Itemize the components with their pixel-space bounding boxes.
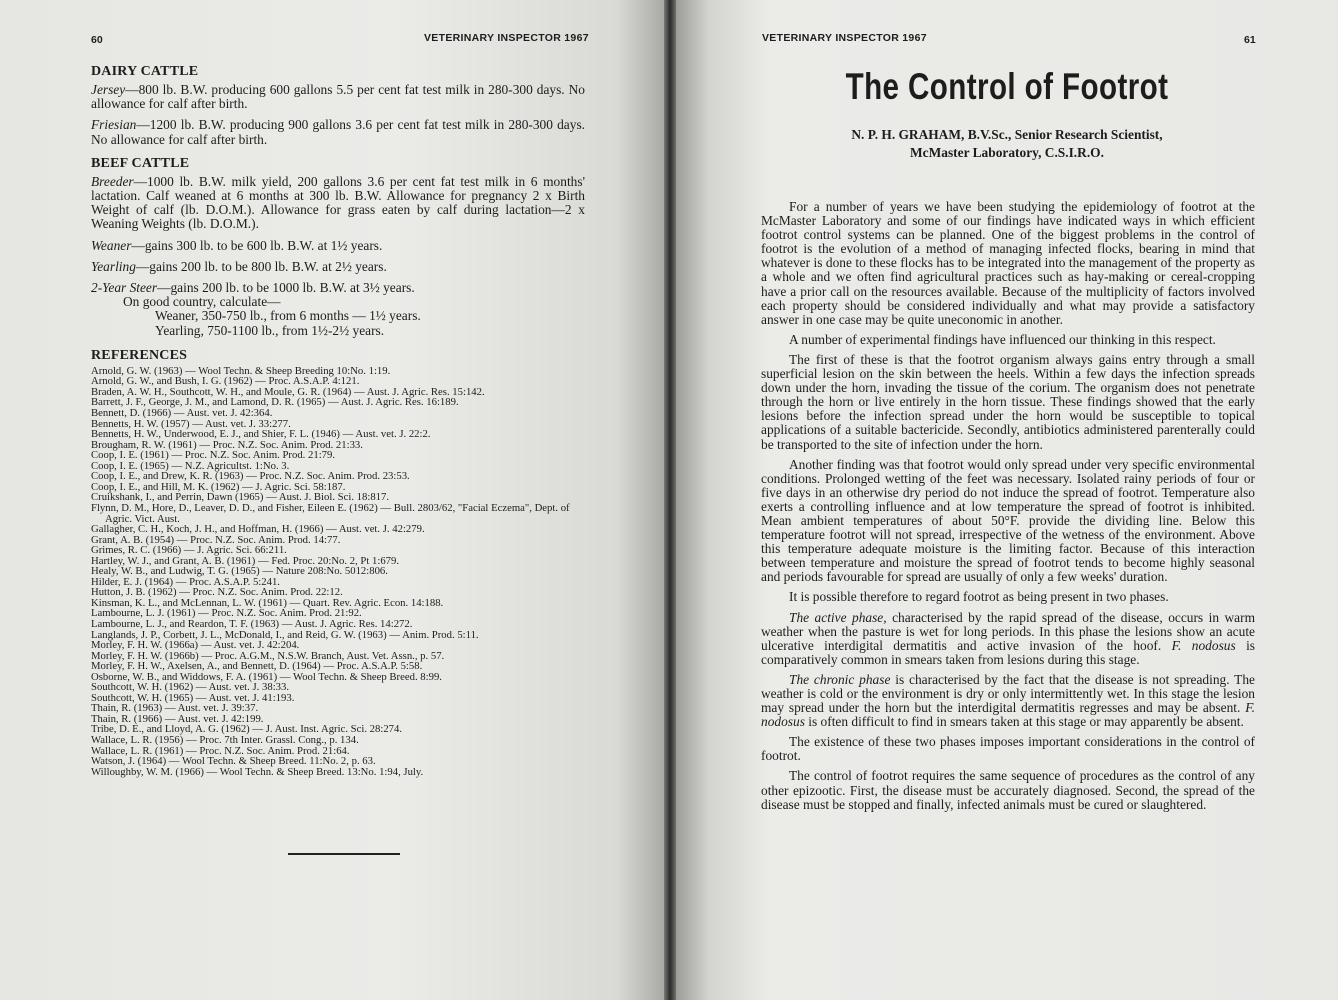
breeder-term: Breeder	[91, 173, 134, 189]
dairy-cattle-heading: DAIRY CATTLE	[91, 64, 199, 79]
reference-item: Hartley, W. J., and Grant, A. B. (1961) — Fed. Proc. 20:No. 2, Pt 1:679.	[91, 554, 400, 567]
steer-text: —gains 200 lb. to be 1000 lb. B.W. at 3½ years.	[157, 280, 415, 296]
paragraph-chronic-phase	[761, 673, 1255, 729]
steer-term: 2-Year Steer	[91, 280, 158, 296]
friesian-text: —1200 lb. B.W. producing 900 gallons 3.6 per cent fat test milk in 280-300 days. No allowance for calf after birth.	[91, 117, 585, 147]
paragraph-4: Another finding was that footrot would only spread under very specific environmental conditions. Prolonged wetting of the feet was necessary. Isolated rainy periods of four or five days in an otherwise dry period do not induce the spread of footrot. Temperature also exerts a controlling influence and at low temperature the spread of footrot is inhibited. Mean ambient temperatures of about 50°F. provide the dividing line. Below this temperature footrot will not spread, irrespective of the wetness of the environment. Above this temperature adequate moisture is the limiting factor. Because of this interaction between temperature and moisture the spread of footrot tends to become highly seasonal and periods favourable for spread are usually of only a few weeks' duration.	[761, 456, 1255, 585]
beef-cattle-heading: BEEF CATTLE	[91, 155, 190, 171]
reference-item: Coop, I. E. (1965) — N.Z. Agricultst. 1:No. 3.	[91, 459, 290, 472]
reference-item: Wallace, L. R. (1961) — Proc. N.Z. Soc. Anim. Prod. 21:64.	[91, 744, 350, 757]
reference-item: Southcott, W. H. (1962) — Aust. vet. J. 38:33.	[91, 681, 290, 694]
end-rule	[288, 853, 400, 855]
book-gutter	[664, 0, 676, 1000]
reference-item: Coop, I. E., and Hill, M. K. (1962) — J. Agric. Sci. 58:187.	[91, 480, 346, 493]
paragraph-5: It is possible therefore to regard footrot as being present in two phases.	[789, 589, 1169, 605]
reference-item: Bennetts, H. W., Underwood, E. J., and Shier, F. L. (1946) — Aust. vet. J. 22:2.	[91, 428, 431, 441]
reference-item: Bennetts, H. W. (1957) — Aust. vet. J. 33:277.	[91, 417, 291, 430]
reference-item: Braden, A. W. H., Southcott, W. H., and Moule, G. R. (1964) — Aust. J. Agric. Res. 15:142.	[91, 385, 485, 398]
right-running-head: VETERINARY INSPECTOR 1967	[762, 32, 927, 44]
reference-item: Kinsman, K. L., and McLennan, L. W. (1961) — Quart. Rev. Agric. Econ. 14:188.	[91, 596, 444, 609]
reference-item: Thain, R. (1963) — Aust. vet. J. 39:37.	[91, 702, 259, 715]
weaner-paragraph	[91, 239, 585, 253]
friesian-paragraph	[91, 118, 585, 146]
reference-item: Hilder, E. J. (1964) — Proc. A.S.A.P. 5:241.	[91, 575, 280, 588]
yearling-text: —gains 200 lb. to be 800 lb. B.W. at 2½ years.	[135, 258, 387, 274]
chronic-phase-tail: is often difficult to find in smears taken at this stage or may apparently be absent.	[804, 714, 1244, 730]
active-phase-term: The active phase,	[789, 609, 887, 625]
reference-item: Grant, A. B. (1954) — Proc. N.Z. Soc. Anim. Prod. 14:77.	[91, 533, 341, 546]
jersey-term: Jersey	[91, 82, 126, 97]
reference-item: Brougham, R. W. (1961) — Proc. N.Z. Soc. Anim. Prod. 21:33.	[91, 438, 363, 451]
left-running-head: VETERINARY INSPECTOR 1967	[424, 32, 589, 44]
weaner-term: Weaner	[91, 237, 132, 253]
yearling-term: Yearling	[91, 258, 136, 274]
article-byline	[676, 126, 1338, 162]
paragraph-3: The first of these is that the footrot organism always gains entry through a small superficial lesion on the skin between the heels. Within a few days the infection spreads down under the horn, invading the tissue of the corium. The organism does not penetrate through the horn or live entirely in the horn tissue. These findings showed that the early lesions before the infection spread under the horn would be susceptible to topical applications of a suitable bactericide. Secondly, antibiotics administered parenterally could be transported to the site of infection under the horn.	[761, 351, 1255, 452]
right-column	[761, 200, 1255, 818]
friesian-term: Friesian	[91, 117, 137, 133]
reference-item: Coop, I. E., and Drew, K. R. (1963) — Proc. N.Z. Soc. Anim. Prod. 23:53.	[91, 470, 410, 483]
chronic-phase-term: The chronic phase	[789, 671, 891, 687]
reference-item: Watson, J. (1964) — Wool Techn. & Sheep Breed. 11:No. 2, p. 63.	[91, 755, 376, 768]
reference-item: Gallagher, C. H., Koch, J. H., and Hoffman, H. (1966) — Aust. vet. J. 42:279.	[91, 523, 425, 536]
reference-item: Osborne, W. B., and Widdows, F. A. (1961) — Wool Techn. & Sheep Breed. 8:99.	[91, 670, 442, 683]
jersey-text: —800 lb. B.W. producing 600 gallons 5.5 per cent fat test milk in 280-300 days. No allowance for calf after birth.	[91, 82, 585, 112]
active-phase-text: characterised by the rapid spread of the disease, occurs in warm weather when the pasture is wet for long periods. In this phase the lesions show an acute ulcerative interdigital dermatitis and active invasion of the hoof.	[761, 609, 1255, 653]
reference-item: Arnold, G. W. (1963) — Wool Techn. & Sheep Breeding 10:No. 1:19.	[91, 364, 391, 377]
yearling-paragraph	[91, 260, 585, 274]
right-page-number: 61	[1244, 34, 1256, 46]
chronic-phase-text: is characterised by the fact that the disease is not spreading. The weather is cold or the environment is dry or only intermittently wet. In this stage the lesion may spread under the horn but the interdigital dermatitis regresses and may be absent.	[761, 671, 1255, 716]
paragraph-9: The control of footrot requires the same sequence of procedures as the control of any other epizootic. First, the disease must be accurately diagnosed. Second, the spread of the disease must be stopped and finally, infected animals must be cured or slaughtered.	[761, 768, 1255, 812]
reference-item: Coop, I. E. (1961) — Proc. N.Z. Soc. Anim. Prod. 21:79.	[91, 449, 336, 462]
reference-item: Cruikshank, I., and Perrin, Dawn (1965) — Aust. J. Biol. Sci. 18:817.	[91, 491, 390, 504]
reference-item: Wallace, L. R. (1956) — Proc. 7th Inter. Grassl. Cong., p. 134.	[91, 733, 359, 746]
reference-item: Healy, W. B., and Ludwig, T. G. (1965) — Nature 208:No. 5012:806.	[91, 565, 388, 578]
breeder-text: —1000 lb. B.W. milk yield, 200 gallons 3.6 per cent fat test milk in 6 months' lactation. Calf weaned at 6 months at 300 lb. B.W. Allowance for pregnancy 2 x Birth Weight of calf (lb. D.O.M.). Allowance for grass eaten by calf during lactation—2 x Weaning Weights (lb. D.O.M.).	[91, 173, 585, 232]
left-column	[91, 64, 585, 777]
reference-item: Barrett, J. F., George, J. M., and Lamond, D. R. (1965) — Aust. J. Agric. Res. 16:189.	[91, 396, 459, 409]
weaner-calc-line: Weaner, 350-750 lb., from 6 months — 1½ years.	[155, 308, 421, 324]
paragraph-active-phase	[761, 611, 1255, 667]
reference-item: Grimes, R. C. (1966) — J. Agric. Sci. 66:211.	[91, 544, 287, 557]
left-page-number: 60	[91, 34, 103, 46]
byline-author: N. P. H. GRAHAM, B.V.Sc., Senior Research Scientist,	[851, 127, 1163, 142]
reference-item: Willoughby, W. M. (1966) — Wool Techn. & Sheep Breed. 13:No. 1:94, July.	[91, 765, 424, 778]
reference-item: Lambourne, L. J. (1961) — Proc. N.Z. Soc. Anim. Prod. 21:92.	[91, 607, 362, 620]
active-phase-species: F. nodosus	[1171, 637, 1236, 653]
active-phase-tail: is comparatively common in smears taken from lesions during this stage.	[761, 637, 1256, 667]
paragraph-8: The existence of these two phases imposes important considerations in the control of footrot.	[761, 734, 1255, 764]
paragraph-2: A number of experimental findings have influenced our thinking in this respect.	[789, 331, 1216, 347]
article-title: The Control of Footrot	[845, 66, 1169, 107]
steer-paragraph	[91, 281, 585, 295]
breeder-paragraph	[91, 175, 585, 232]
reference-item: Langlands, J. P., Corbett, J. L., McDonald, I., and Reid, G. W. (1963) — Anim. Prod. 5:11.	[91, 628, 479, 641]
reference-list	[91, 366, 585, 777]
reference-item: Tribe, D. E., and Lloyd, A. G. (1962) — J. Aust. Inst. Agric. Sci. 28:274.	[91, 723, 403, 736]
byline-affiliation: McMaster Laboratory, C.S.I.R.O.	[910, 145, 1104, 160]
reference-item: Hutton, J. B. (1962) — Proc. N.Z. Soc. Anim. Prod. 22:12.	[91, 586, 343, 599]
reference-item: Lambourne, L. J., and Reardon, T. F. (1963) — Aust. J. Agric. Res. 14:272.	[91, 617, 413, 630]
reference-item: Thain, R. (1966) — Aust. vet. J. 42:199.	[91, 712, 264, 725]
chronic-phase-species: F. nodosus	[761, 700, 1255, 730]
reference-item: Flynn, D. M., Hore, D., Leaver, D. D., and Fisher, Eileen E. (1962) — Bull. 2803/62, "Facial Eczema", Dept. of Agric. Vict. Aust.	[91, 501, 570, 525]
good-country-line: On good country, calculate—	[123, 294, 281, 310]
yearling-calc-line: Yearling, 750-1100 lb., from 1½-2½ years.	[155, 322, 385, 338]
reference-item: Morley, F. H. W., Axelsen, A., and Bennett, D. (1964) — Proc. A.S.A.P. 5:58.	[91, 660, 423, 673]
reference-item: Arnold, G. W., and Bush, I. G. (1962) — Proc. A.S.A.P. 4:121.	[91, 375, 360, 388]
weaner-text: —gains 300 lb. to be 600 lb. B.W. at 1½ years.	[131, 237, 383, 253]
references-heading: REFERENCES	[91, 347, 188, 363]
reference-item: Morley, F. H. W. (1966b) — Proc. A.G.M., N.S.W. Branch, Aust. Vet. Assn., p. 57.	[91, 649, 445, 662]
paragraph-1: For a number of years we have been studying the epidemiology of footrot at the McMaster Laboratory and some of our findings have indicated ways in which efficient footrot control systems can be planned. One of the biggest problems in the control of footrot is the evolution of a method of managing infected flocks, bearing in mind that whatever is done to these flocks has to be integrated into the management of the property as a whole and we often find agricultural practices such as hay-making or cereal-cropping have a prior call on the resources available. Because of the multiplicity of factors involved each property should be considered individually and what may provide a satisfactory answer in one case may be quite uneconomic in another.	[761, 199, 1255, 327]
jersey-paragraph	[91, 83, 585, 111]
reference-item: Southcott, W. H. (1965) — Aust. vet. J. 41:193.	[91, 691, 295, 704]
reference-item: Morley, F. H. W. (1966a) — Aust. vet. J. 42:204.	[91, 639, 300, 652]
reference-item: Bennett, D. (1966) — Aust. vet. J. 42:364.	[91, 407, 273, 420]
